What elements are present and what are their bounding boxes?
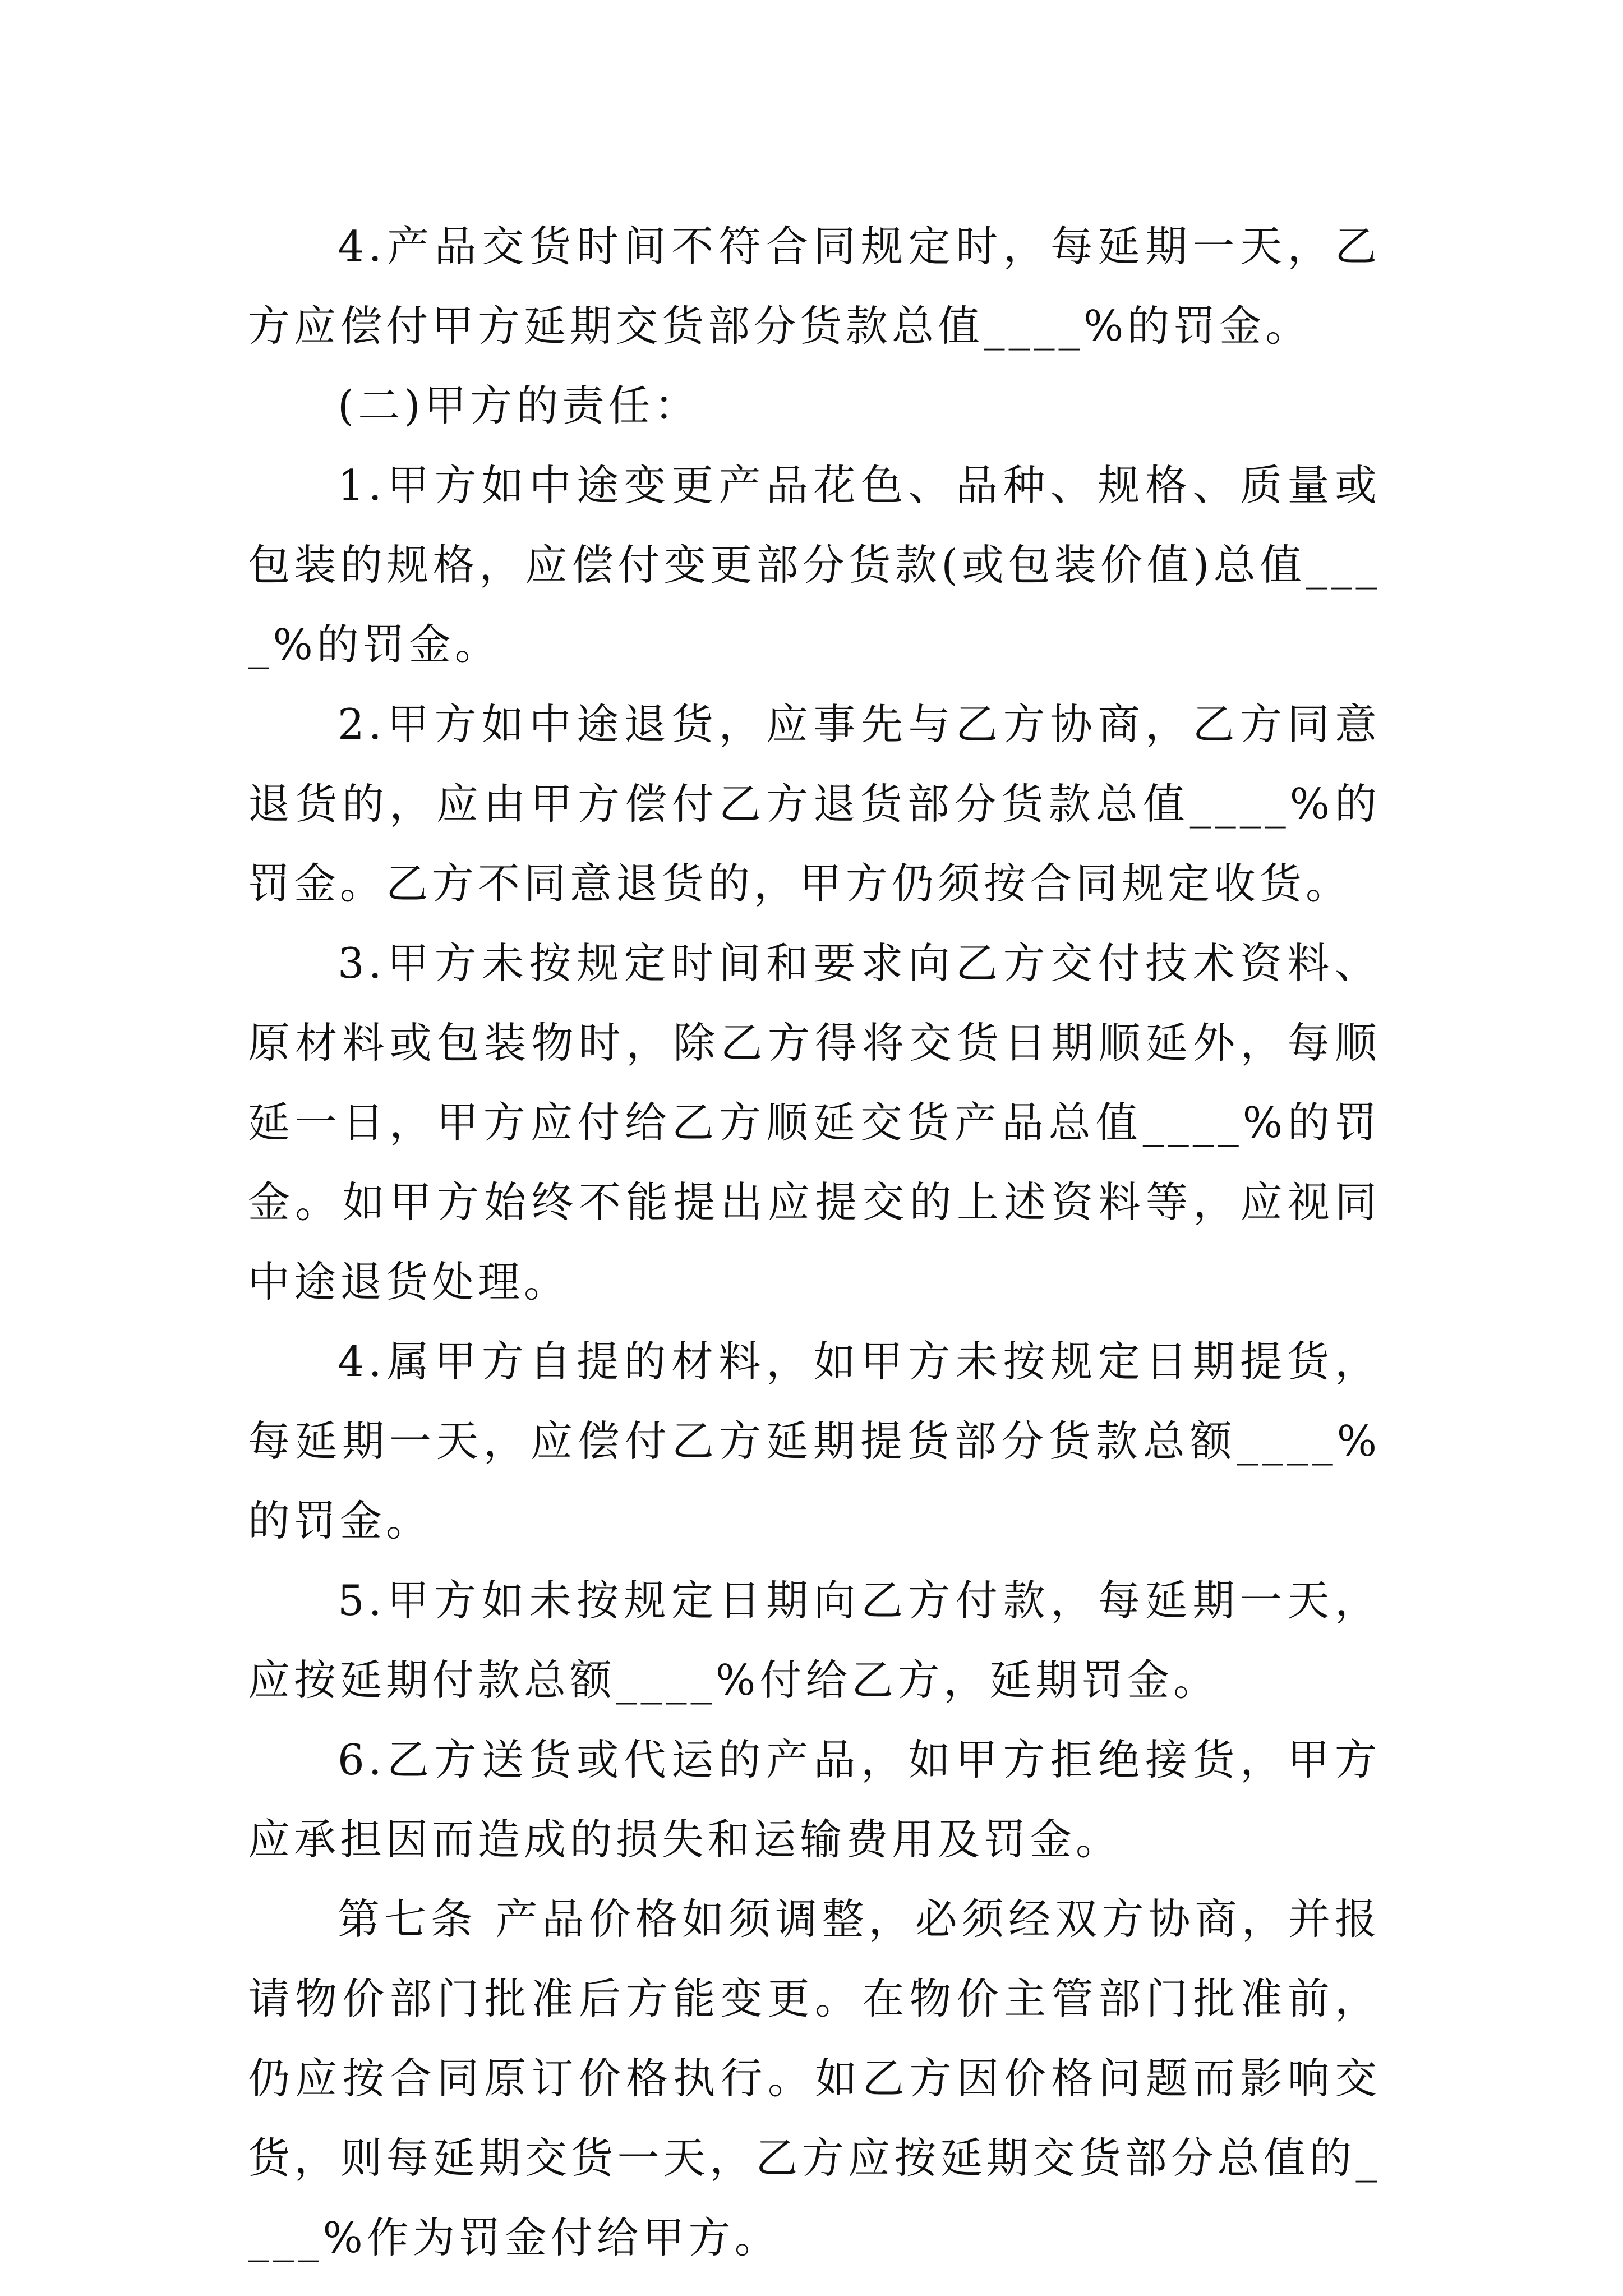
paragraph-party-a-refuse-delivery: 6.乙方送货或代运的产品，如甲方拒绝接货，甲方应承担因而造成的损失和运输费用及罚金。 [248, 1735, 1381, 1864]
section-heading-party-a-responsibility: (二)甲方的责任： [338, 381, 700, 430]
paragraph-party-a-self-pickup: 4.属甲方自提的材料，如甲方未按规定日期提货，每延期一天，应偿付乙方延期提货部分货款总额____%的罚金。 [248, 1337, 1381, 1545]
document-body [248, 206, 1381, 2277]
paragraph-article-seven-price-adjustment: 第七条 产品价格如须调整，必须经双方协商，并报请物价部门批准后方能变更。在物价主管部门批准前，仍应按合同原订价格执行。如乙方因价格问题而影响交货，则每延期交货一天，乙方应按延期交货部分总值的____%作为罚金付给甲方。 [248, 1894, 1381, 2262]
paragraph-party-a-change-product: 1.甲方如中途变更产品花色、品种、规格、质量或包装的规格，应偿付变更部分货款(或包装价值)总值____%的罚金。 [248, 461, 1381, 669]
paragraph-party-a-technical-materials: 3.甲方未按规定时间和要求向乙方交付技术资料、原材料或包装物时，除乙方得将交货日期顺延外，每顺延一日，甲方应付给乙方顺延交货产品总值____%的罚金。如甲方始终不能提出应提交的上述资料等，应视同中途退货处理。 [248, 938, 1381, 1306]
paragraph-product-delivery-delay: 4.产品交货时间不符合同规定时，每延期一天，乙方应偿付甲方延期交货部分货款总值____%的罚金。 [248, 222, 1381, 351]
paragraph-party-a-payment-delay: 5.甲方如未按规定日期向乙方付款，每延期一天，应按延期付款总额____%付给乙方，延期罚金。 [248, 1576, 1381, 1705]
paragraph-party-a-return-goods: 2.甲方如中途退货，应事先与乙方协商，乙方同意退货的，应由甲方偿付乙方退货部分货款总值____%的罚金。乙方不同意退货的，甲方仍须按合同规定收货。 [248, 700, 1381, 908]
